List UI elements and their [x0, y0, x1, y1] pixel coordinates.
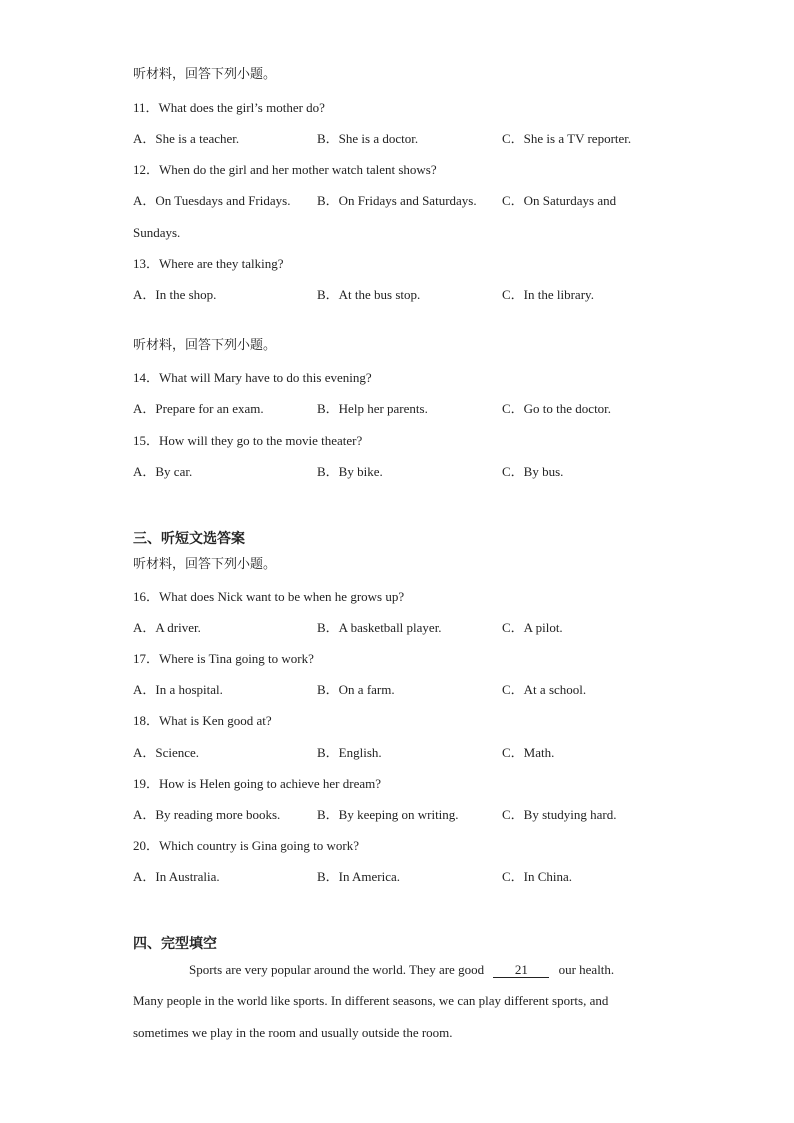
listening-instruction: 听材料，回答下列小题。: [133, 557, 277, 572]
cloze-paragraph-line-2: Many people in the world like sports. In different seasons, we can play different sports, and: [133, 993, 609, 1008]
q15-option-c[interactable]: C．By bus.: [502, 464, 564, 479]
cloze-blank-21[interactable]: 21: [493, 963, 549, 978]
question-15: 15．How will they go to the movie theater?: [133, 433, 363, 448]
cloze-paragraph-line-3: sometimes we play in the room and usually outside the room.: [133, 1025, 453, 1040]
cloze-paragraph-line-1: [189, 962, 614, 978]
q19-option-b[interactable]: B．By keeping on writing.: [317, 807, 459, 822]
question-12: 12．When do the girl and her mother watch talent shows?: [133, 162, 437, 177]
cloze-text-before-blank: Sports are very popular around the world. They are good: [189, 962, 485, 977]
q17-option-c[interactable]: C．At a school.: [502, 682, 587, 697]
q18-option-b[interactable]: B．English.: [317, 745, 382, 760]
q15-option-b[interactable]: B．By bike.: [317, 464, 383, 479]
q19-option-a[interactable]: A．By reading more books.: [133, 807, 281, 822]
cloze-text-after-blank: our health.: [558, 962, 615, 977]
question-19: 19．How is Helen going to achieve her dream?: [133, 776, 382, 791]
q11-option-c[interactable]: C．She is a TV reporter.: [502, 131, 632, 146]
q14-option-c[interactable]: C．Go to the doctor.: [502, 401, 612, 416]
q12-option-b[interactable]: B．On Fridays and Saturdays.: [317, 193, 477, 208]
q20-option-a[interactable]: A．In Australia.: [133, 869, 220, 884]
q11-option-a[interactable]: A．She is a teacher.: [133, 131, 240, 146]
section-title-listening-passages: 三、听短文选答案: [133, 531, 245, 547]
q12-option-a[interactable]: A．On Tuesdays and Fridays.: [133, 193, 291, 208]
q20-option-b[interactable]: B．In America.: [317, 869, 401, 884]
q16-option-c[interactable]: C．A pilot.: [502, 620, 563, 635]
q17-option-b[interactable]: B．On a farm.: [317, 682, 395, 697]
q14-option-a[interactable]: A．Prepare for an exam.: [133, 401, 264, 416]
q13-option-b[interactable]: B．At the bus stop.: [317, 287, 421, 302]
question-20: 20．Which country is Gina going to work?: [133, 838, 360, 853]
q13-option-c[interactable]: C．In the library.: [502, 287, 594, 302]
q15-option-a[interactable]: A．By car.: [133, 464, 193, 479]
q13-option-a[interactable]: A．In the shop.: [133, 287, 217, 302]
q16-option-b[interactable]: B．A basketball player.: [317, 620, 442, 635]
section-title-cloze: 四、完型填空: [133, 936, 217, 952]
listening-instruction: 听材料，回答下列小题。: [133, 338, 277, 353]
question-16: 16．What does Nick want to be when he grows up?: [133, 589, 405, 604]
q14-option-b[interactable]: B．Help her parents.: [317, 401, 428, 416]
q18-option-a[interactable]: A．Science.: [133, 745, 200, 760]
listening-instruction: 听材料，回答下列小题。: [133, 67, 277, 82]
question-11: 11．What does the girl’s mother do?: [133, 100, 325, 115]
q17-option-a[interactable]: A．In a hospital.: [133, 682, 223, 697]
q12-option-c[interactable]: C．On Saturdays and: [502, 193, 617, 208]
q20-option-c[interactable]: C．In China.: [502, 869, 573, 884]
q16-option-a[interactable]: A．A driver.: [133, 620, 201, 635]
q11-option-b[interactable]: B．She is a doctor.: [317, 131, 419, 146]
question-18: 18．What is Ken good at?: [133, 713, 272, 728]
question-13: 13．Where are they talking?: [133, 256, 284, 271]
q12-option-c-continued: Sundays.: [133, 225, 181, 240]
q19-option-c[interactable]: C．By studying hard.: [502, 807, 617, 822]
question-17: 17．Where is Tina going to work?: [133, 651, 314, 666]
q18-option-c[interactable]: C．Math.: [502, 745, 555, 760]
question-14: 14．What will Mary have to do this evening?: [133, 370, 372, 385]
